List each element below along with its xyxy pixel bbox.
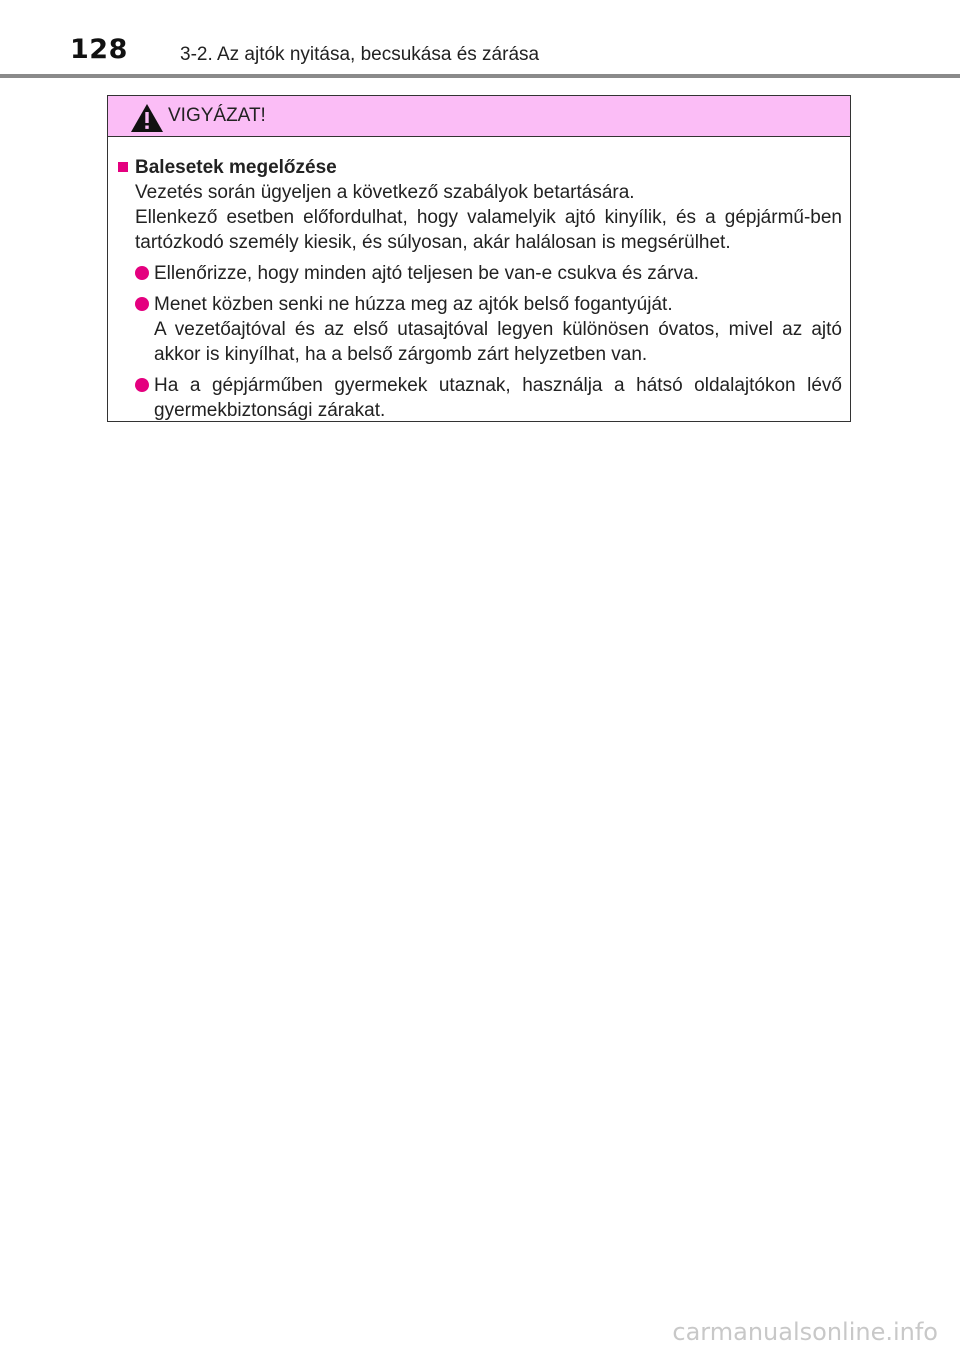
caution-heading: Balesetek megelőzése (135, 157, 337, 178)
warning-triangle-icon (130, 103, 164, 133)
list-item (135, 261, 842, 286)
caution-body (108, 137, 850, 423)
caution-header (108, 96, 850, 137)
bullet-text: Ha a gépjárműben gyermekek utaznak, használja a hátsó oldalajtókon lévő gyermekbiztonsági zárakat. (154, 375, 842, 421)
watermark: carmanualsonline.info (672, 1318, 938, 1346)
square-bullet-icon (118, 162, 128, 172)
bullet-text: Ellenőrizze, hogy minden ajtó teljesen be van-e csukva és zárva. (154, 263, 699, 284)
bullet-text: Menet közben senki ne húzza meg az ajtók belső fogantyúját. (154, 294, 673, 315)
caution-title: VIGYÁZAT! (168, 105, 266, 126)
bullet-text: A vezetőajtóval és az első utasajtóval legyen különösen óvatos, mivel az ajtó akkor is kinyílhat, ha a belső zárgomb zárt helyzetben van. (154, 319, 842, 365)
bullet-dot-icon (135, 266, 149, 280)
intro-line-2: Ellenkező esetben előfordulhat, hogy valamelyik ajtó kinyílik, és a gépjármű-ben tartózkodó személy kiesik, és súlyosan, akár halálosan is megsérülhet. (135, 207, 842, 253)
page-header (0, 0, 960, 80)
page-number: 128 (70, 34, 128, 65)
caution-box (107, 95, 851, 422)
intro-line-1: Vezetés során ügyeljen a következő szabályok betartására. (135, 182, 635, 203)
header-rule (0, 74, 960, 78)
bullet-dot-icon (135, 378, 149, 392)
list-item (135, 373, 842, 423)
list-item (135, 292, 842, 367)
heading-row (118, 155, 842, 180)
bullet-dot-icon (135, 297, 149, 311)
section-title: 3-2. Az ajtók nyitása, becsukása és zárása (180, 44, 540, 65)
